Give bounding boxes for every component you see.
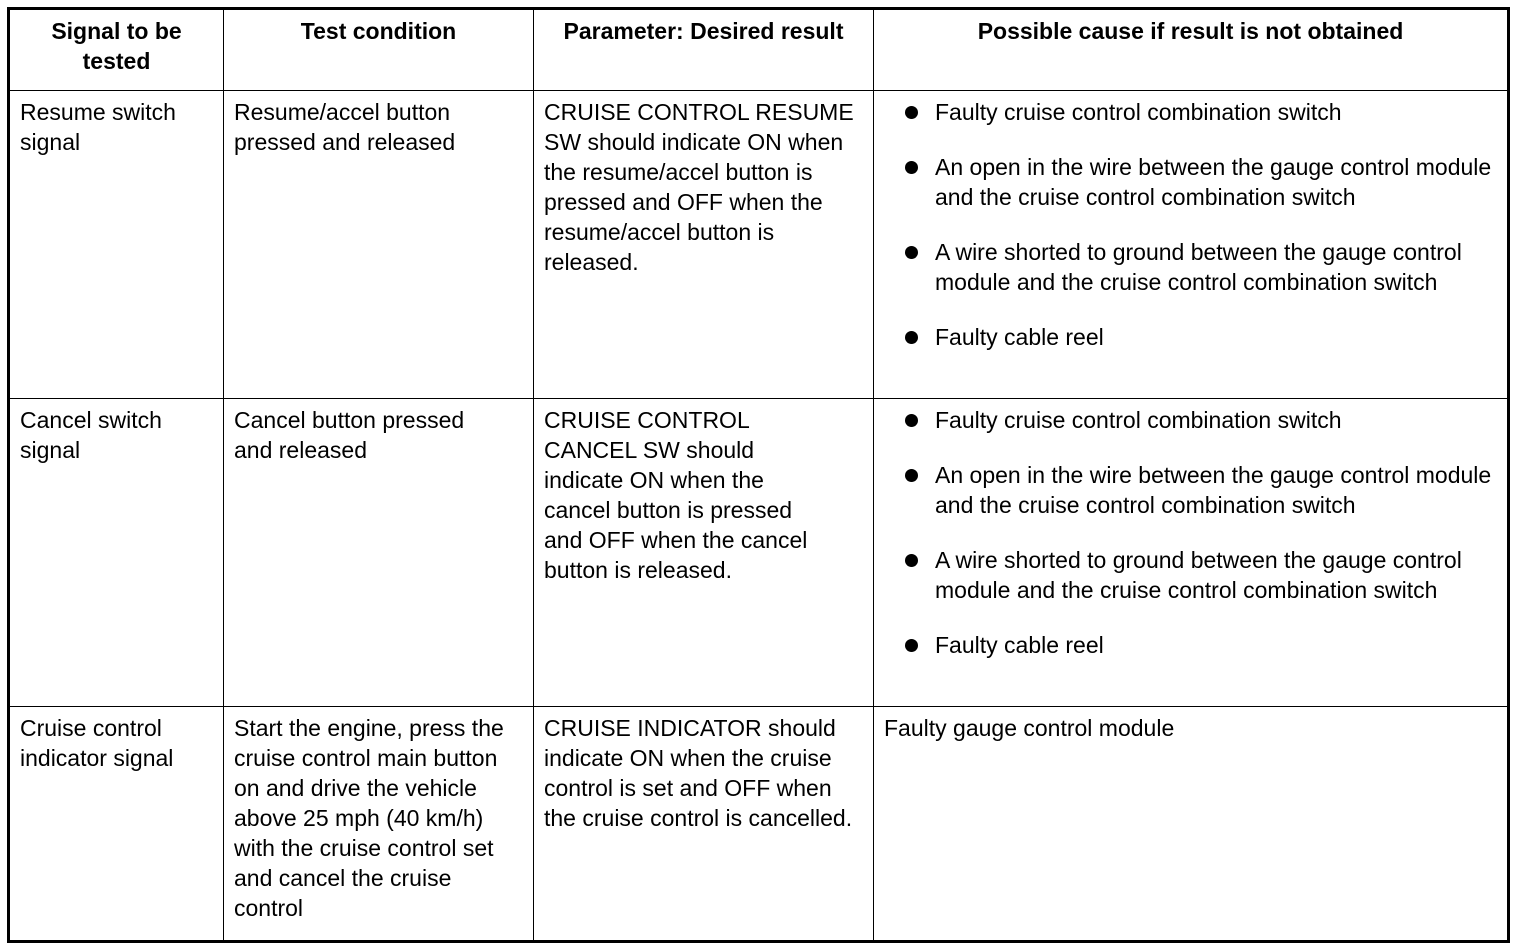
cell-parameter: [534, 399, 874, 707]
bullet-icon: [905, 106, 918, 119]
cell-signal: [9, 707, 224, 942]
parameter-text: CRUISE CONTROL CANCEL SW should indicate ON when the cancel button is pressed and OFF when the cancel button is released.: [544, 407, 808, 583]
diagnostic-table: [7, 7, 1510, 943]
header-possible-cause: Possible cause if result is not obtained: [874, 9, 1509, 91]
cell-condition: [224, 399, 534, 707]
list-item: [935, 545, 1497, 605]
table-row: [9, 707, 1509, 942]
parameter-text: CRUISE CONTROL RESUME SW should indicate ON when the resume/accel button is pressed and OFF when the resume/accel button is released.: [544, 99, 854, 275]
bullet-icon: [905, 414, 918, 427]
cell-causes: [874, 399, 1509, 707]
list-item: [935, 460, 1497, 520]
bullet-icon: [905, 246, 918, 259]
cell-causes: [874, 707, 1509, 942]
cause-text: Faulty cruise control combination switch: [935, 99, 1342, 125]
signal-text: Cancel switch signal: [20, 407, 162, 463]
header-signal: Signal to be tested: [9, 9, 224, 91]
cause-text: An open in the wire between the gauge control module and the cruise control combination switch: [935, 462, 1492, 518]
cause-text: Faulty cable reel: [935, 632, 1104, 658]
cell-condition: [224, 91, 534, 399]
bullet-icon: [905, 331, 918, 344]
list-item: [935, 322, 1497, 352]
cause-list: [884, 405, 1497, 660]
cause-list: [884, 97, 1497, 352]
cell-signal: [9, 399, 224, 707]
condition-text: Start the engine, press the cruise control main button on and drive the vehicle above 25 mph (40 km/h) with the cruise control set and cancel the cruise control: [234, 715, 504, 921]
header-test-condition: Test condition: [224, 9, 534, 91]
bullet-icon: [905, 469, 918, 482]
list-item: [935, 97, 1497, 127]
cell-condition: [224, 707, 534, 942]
cause-text: Faulty cable reel: [935, 324, 1104, 350]
table-row: [9, 399, 1509, 707]
cause-text: Faulty cruise control combination switch: [935, 407, 1342, 433]
table-row: [9, 91, 1509, 399]
cause-text: A wire shorted to ground between the gauge control module and the cruise control combination switch: [935, 239, 1462, 295]
cause-text: A wire shorted to ground between the gauge control module and the cruise control combination switch: [935, 547, 1462, 603]
parameter-text: CRUISE INDICATOR should indicate ON when the cruise control is set and OFF when the cruise control is cancelled.: [544, 715, 853, 831]
bullet-icon: [905, 554, 918, 567]
list-item: [935, 405, 1497, 435]
cause-text: An open in the wire between the gauge control module and the cruise control combination switch: [935, 154, 1492, 210]
cause-text: Faulty gauge control module: [884, 715, 1175, 741]
cell-parameter: [534, 91, 874, 399]
cell-parameter: [534, 707, 874, 942]
signal-text: Resume switch signal: [20, 99, 176, 155]
bullet-icon: [905, 639, 918, 652]
condition-text: Cancel button pressed and released: [234, 407, 465, 463]
list-item: [935, 630, 1497, 660]
bullet-icon: [905, 161, 918, 174]
condition-text: Resume/accel button pressed and released: [234, 99, 456, 155]
list-item: [935, 237, 1497, 297]
cell-signal: [9, 91, 224, 399]
signal-text: Cruise control indicator signal: [20, 715, 174, 771]
header-parameter: Parameter: Desired result: [534, 9, 874, 91]
header-row: [9, 9, 1509, 91]
cell-causes: [874, 91, 1509, 399]
list-item: [935, 152, 1497, 212]
